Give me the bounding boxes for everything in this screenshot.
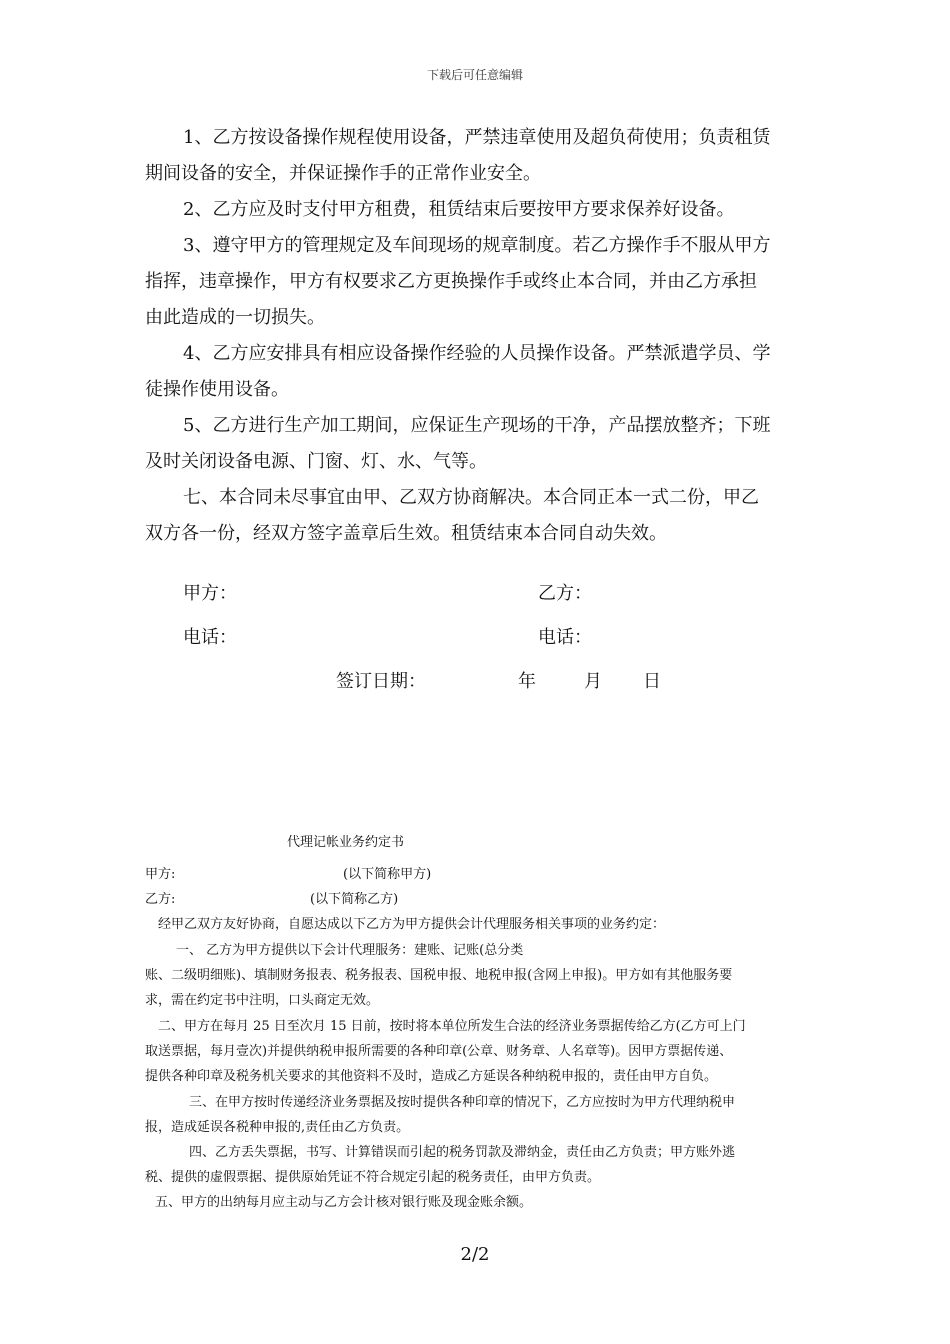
clause-3-line-2: 指挥，违章操作，甲方有权要求乙方更换操作手或终止本合同，并由乙方承担	[145, 271, 757, 292]
clause-5-line-2: 及时关闭设备电源、门窗、灯、水、气等。	[145, 451, 487, 472]
month-label: 月	[584, 671, 602, 692]
clause-3-line-1: 3、遵守甲方的管理规定及车间现场的规章制度。若乙方操作手不服从甲方	[183, 235, 771, 256]
clause-1-line-2: 期间设备的安全，并保证操作手的正常作业安全。	[145, 163, 541, 184]
agreement-item-2-line-3: 提供各种印章及税务机关要求的其他资料不及时，造成乙方延误各种纳税申报的，责任由甲方自负。	[145, 1069, 718, 1084]
phone-a-label: 电话：	[183, 627, 237, 648]
phone-b-label: 电话：	[538, 627, 592, 648]
agreement-intro: 经甲乙双方友好协商，自愿达成以下乙方为甲方提供会计代理服务相关事项的业务约定：	[158, 917, 666, 932]
clause-5-line-1: 5、乙方进行生产加工期间，应保证生产现场的干净，产品摆放整齐；下班	[183, 415, 771, 436]
page-header: 下载后可任意编辑	[426, 68, 523, 82]
agreement-party-b-note: (以下简称乙方)	[310, 892, 399, 907]
sign-date-label: 签订日期：	[336, 671, 426, 692]
agreement-item-2-line-1: 二、甲方在每月 25 日至次月 15 日前，按时将本单位所发生合法的经济业务票据传给乙方(乙方可上门	[158, 1019, 746, 1034]
agreement-item-1-line-1: 一、 乙方为甲方提供以下会计代理服务：建账、记账(总分类	[176, 943, 524, 958]
agreement-item-3-line-2: 报，造成延误各税种申报的,责任由乙方负责。	[145, 1120, 410, 1135]
agreement-item-2-line-2: 取送票据，每月壹次)并提供纳税申报所需要的各种印章(公章、财务章、人名章等)。因甲方票据传递、	[145, 1044, 733, 1059]
clause-4-line-2: 徒操作使用设备。	[145, 379, 289, 400]
agreement-item-1-line-2: 账、二级明细账)、填制财务报表、税务报表、国税申报、地税申报(含网上申报)。甲方如有其他服务要	[145, 968, 733, 983]
page-number: 2/2	[460, 1244, 490, 1265]
agreement-item-4-line-2: 税、提供的虚假票据、提供原始凭证不符合规定引起的税务责任，由甲方负责。	[145, 1170, 601, 1185]
clause-2-line-1: 2、乙方应及时支付甲方租费，租赁结束后要按甲方要求保养好设备。	[183, 199, 735, 220]
agreement-party-b: 乙方:	[145, 892, 176, 907]
party-b-label: 乙方：	[538, 583, 592, 604]
agreement-item-1-line-3: 求，需在约定书中注明，口头商定无效。	[145, 993, 380, 1008]
agreement-party-a-note: (以下简称甲方)	[343, 867, 432, 882]
day-label: 日	[643, 671, 661, 692]
agreement-title: 代理记帐业务约定书	[287, 835, 405, 850]
clause-4-line-1: 4、乙方应安排具有相应设备操作经验的人员操作设备。严禁派遣学员、学	[183, 343, 771, 364]
agreement-item-5-line-1: 五、甲方的出纳每月应主动与乙方会计核对银行账及现金账余额。	[155, 1195, 533, 1210]
clause-7-line-1: 七、本合同未尽事宜由甲、乙双方协商解决。本合同正本一式二份，甲乙	[183, 487, 759, 508]
clause-7-line-2: 双方各一份，经双方签字盖章后生效。租赁结束本合同自动失效。	[145, 523, 667, 544]
clause-3-line-3: 由此造成的一切损失。	[145, 307, 325, 328]
year-label: 年	[518, 671, 536, 692]
clause-1-line-1: 1、乙方按设备操作规程使用设备，严禁违章使用及超负荷使用；负责租赁	[183, 127, 771, 148]
agreement-item-3-line-1: 三、在甲方按时传递经济业务票据及按时提供各种印章的情况下，乙方应按时为甲方代理纳税申	[189, 1095, 736, 1110]
party-a-label: 甲方：	[183, 583, 237, 604]
agreement-item-4-line-1: 四、乙方丢失票据，书写、计算错误而引起的税务罚款及滞纳金，责任由乙方负责；甲方账外逃	[189, 1145, 736, 1160]
agreement-party-a: 甲方:	[145, 867, 176, 882]
